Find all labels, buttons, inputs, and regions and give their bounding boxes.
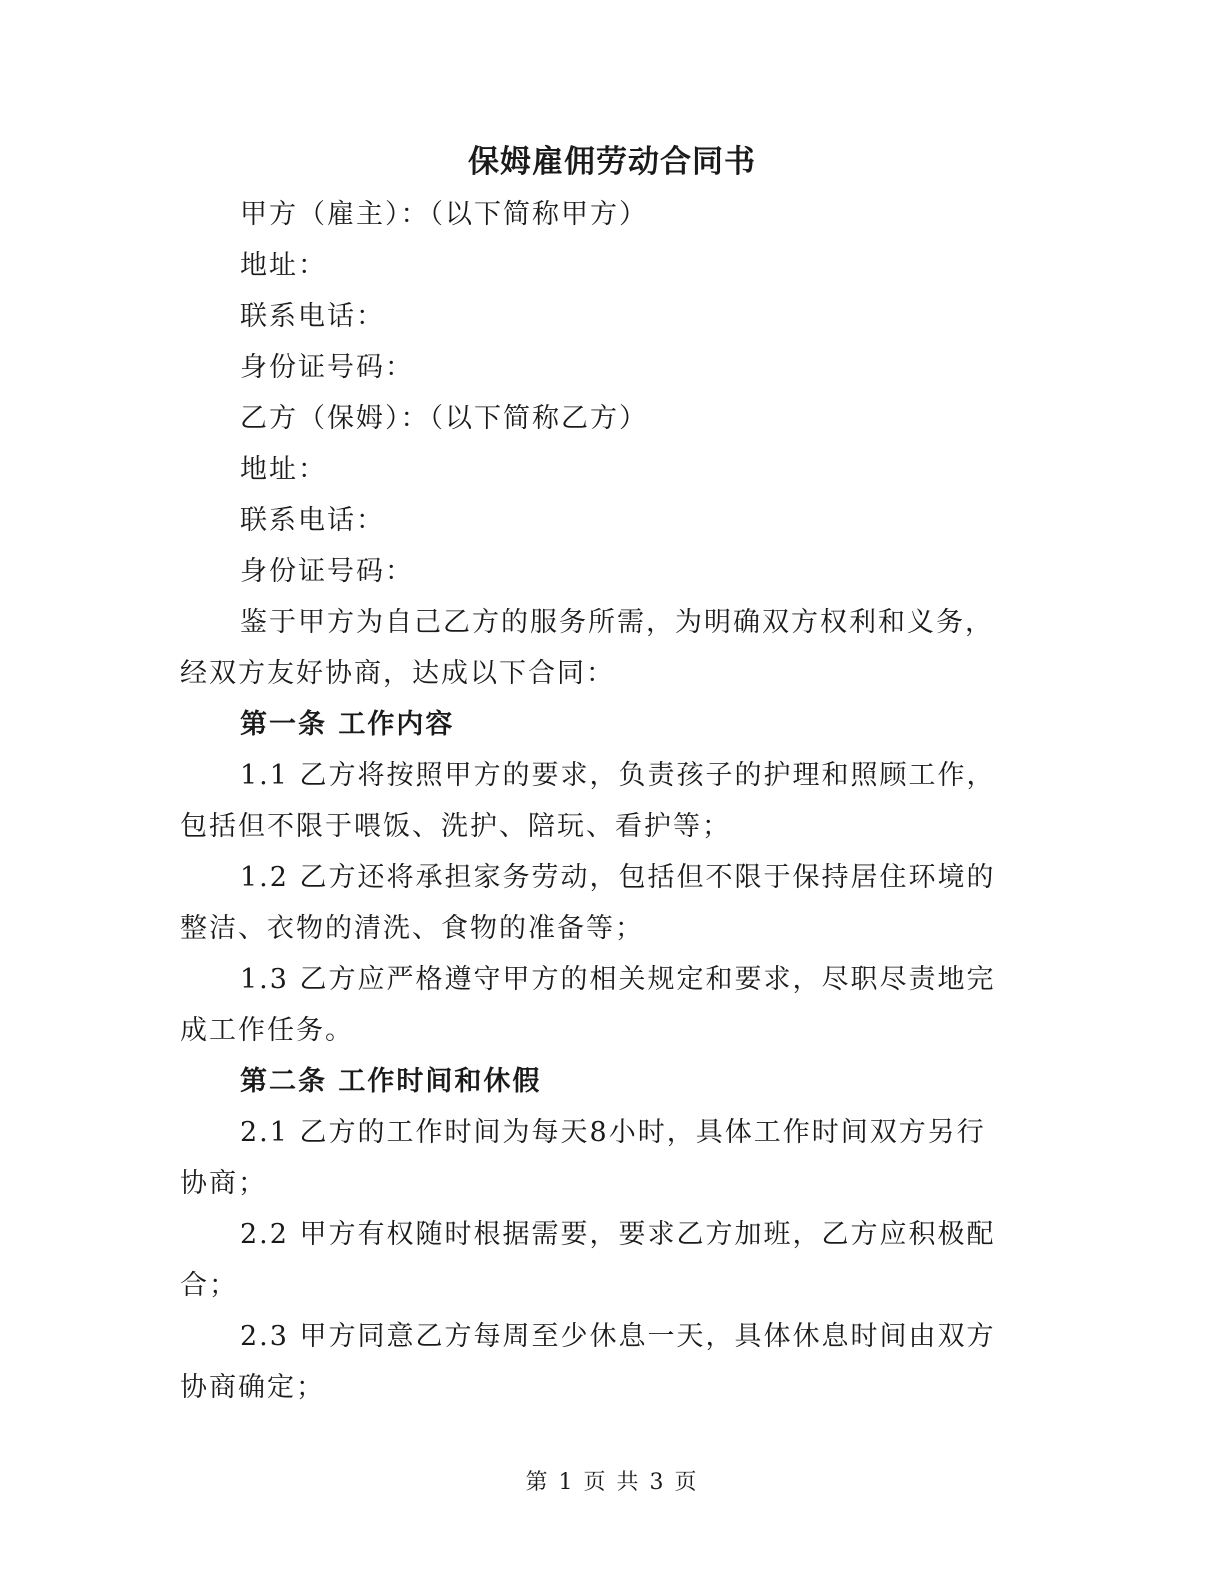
document-body (180, 189, 1010, 1413)
party-a-line: 甲方（雇主）：（以下简称甲方） (240, 199, 648, 230)
party-b-phone: 联系电话： (240, 505, 385, 536)
clause-1-2-line-1: 1.2 乙方还将承担家务劳动，包括但不限于保持居住环境的 (240, 862, 996, 893)
clause-1-1-line-1: 1.1 乙方将按照甲方的要求，负责孩子的护理和照顾工作， (240, 760, 996, 791)
clause-1-3-line-1: 1.3 乙方应严格遵守甲方的相关规定和要求，尽职尽责地完 (240, 964, 996, 995)
clause-2-3-line-2: 协商确定； (180, 1372, 325, 1403)
clause-1-1-line-2: 包括但不限于喂饭、洗护、陪玩、看护等； (180, 811, 731, 842)
party-a-address: 地址： (240, 250, 327, 281)
preamble-line-1: 鉴于甲方为自己乙方的服务所需，为明确双方权利和义务， (240, 607, 994, 638)
clause-2-3-line-1: 2.3 甲方同意乙方每周至少休息一天，具体休息时间由双方 (240, 1321, 996, 1352)
document-title: 保姆雇佣劳动合同书 (468, 144, 756, 180)
preamble-line-2: 经双方友好协商，达成以下合同： (180, 658, 615, 689)
party-a-phone: 联系电话： (240, 301, 385, 332)
clause-2-1-line-1: 2.1 乙方的工作时间为每天8小时，具体工作时间双方另行 (240, 1117, 986, 1148)
clause-1-2-line-2: 整洁、衣物的清洗、食物的准备等； (180, 913, 644, 944)
party-b-address: 地址： (240, 454, 327, 485)
clause-2-2-line-1: 2.2 甲方有权随时根据需要，要求乙方加班，乙方应积极配 (240, 1219, 996, 1250)
party-a-id: 身份证号码： (240, 352, 414, 383)
party-b-id: 身份证号码： (240, 556, 414, 587)
article-1-heading: 第一条 工作内容 (240, 709, 455, 740)
page-number: 第 1 页 共 3 页 (525, 1470, 699, 1495)
clause-2-1-line-2: 协商； (180, 1168, 267, 1199)
clause-1-3-line-2: 成工作任务。 (180, 1015, 354, 1046)
clause-2-2-line-2: 合； (180, 1270, 238, 1301)
article-2-heading: 第二条 工作时间和休假 (240, 1066, 542, 1097)
party-b-line: 乙方（保姆）：（以下简称乙方） (240, 403, 648, 434)
